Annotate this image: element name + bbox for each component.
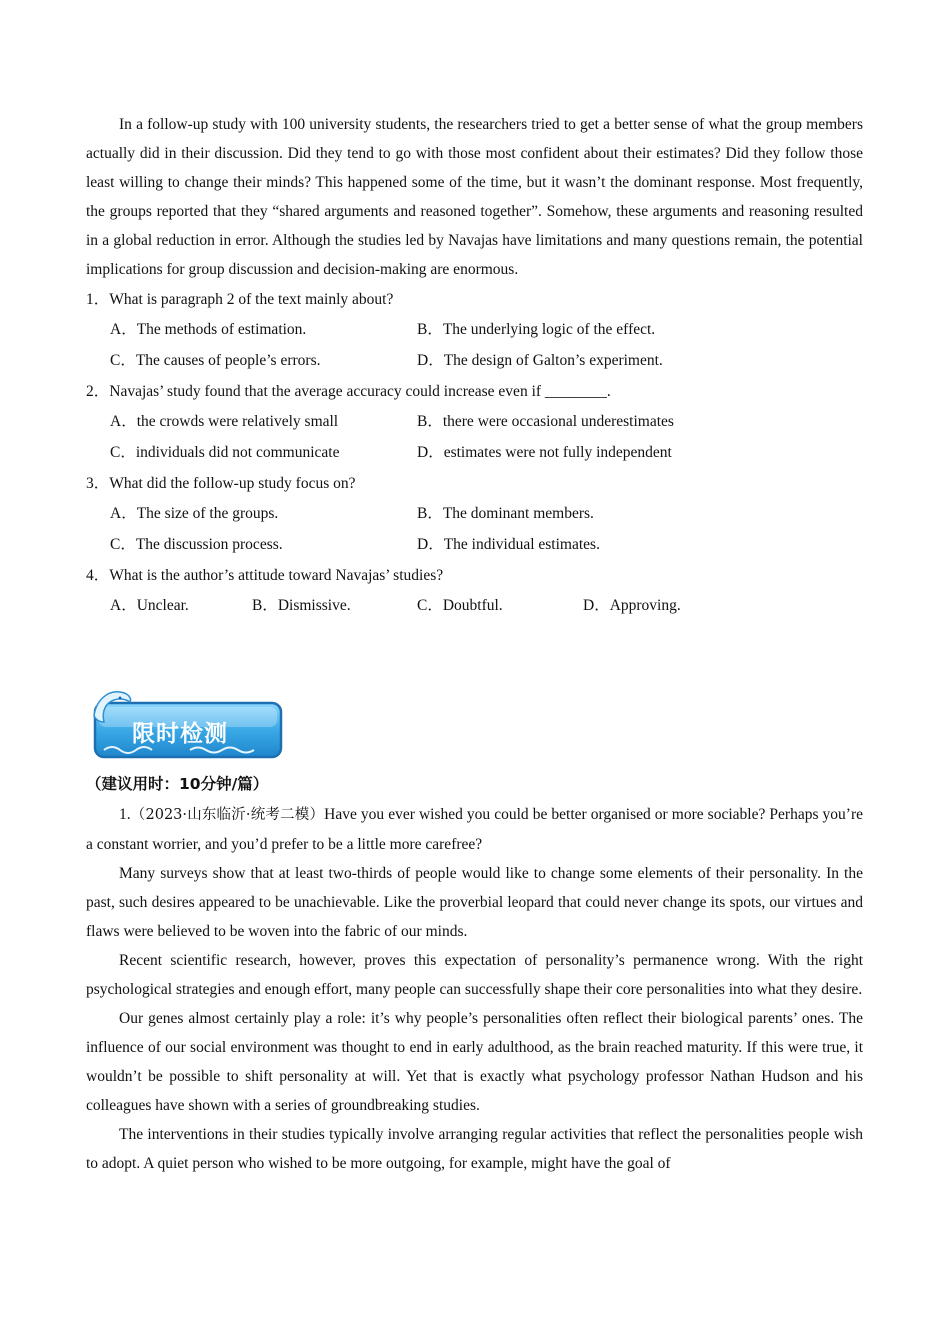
passage-paragraph: Many surveys show that at least two-thirds of people would like to change some elements of their personality. In the past, such desires appeared to be unachievable. Like the proverbial leopard that could never change its spots, our virtues and flaws were believed to be woven into the fabric of our minds.	[86, 865, 863, 940]
option-d: D．The individual estimates.	[417, 536, 600, 553]
option-c: C．The discussion process.	[110, 536, 283, 553]
passage-intro	[86, 800, 863, 859]
passage-paragraph: In a follow-up study with 100 university students, the researchers tried to get a better sense of what the group members actually did in their discussion. Did they tend to go with those most confident about their estimates? Did they follow those least willing to change their minds? This happened some of the time, but it wasn’t the dominant response. Most frequently, the groups reported that they “shared arguments and reasoned together”. Somehow, these arguments and reasoning resulted in a global reduction in error. Although the studies led by Navajas have limitations and many questions remain, the potential implications for group discussion and decision-making are enormous.	[86, 116, 863, 278]
page-top	[86, 110, 863, 621]
paragraph-text: Have you ever wished you could be better organised or more sociable? Perhaps you’re a constant worrier, and you’d prefer to be a little more carefree?	[86, 806, 863, 853]
option-b: B．there were occasional underestimates	[417, 413, 674, 430]
option-b: B．The underlying logic of the effect.	[417, 321, 656, 338]
question-stem: 4．What is the author’s attitude toward Navajas’ studies?	[86, 567, 444, 584]
option-c: C．Doubtful.	[417, 597, 503, 614]
option-a: A．The methods of estimation.	[110, 321, 307, 338]
source-label: （2023·山东临沂·统考二模）	[130, 807, 325, 823]
question-1	[86, 285, 863, 376]
question-stem: 2．Navajas’ study found that the average accuracy could increase even if ________.	[86, 383, 611, 400]
question-number: 1.	[119, 806, 131, 823]
banner-title: 限时检测	[132, 721, 228, 747]
passage-paragraph: The interventions in their studies typically involve arranging regular activities that reflect the personalities people wish to adopt. A quiet person who wished to be more outgoing, for example, might have the goal of	[86, 1126, 863, 1172]
option-a: A．The size of the groups.	[110, 505, 279, 522]
option-a: A．the crowds were relatively small	[110, 413, 339, 430]
question-4	[86, 561, 863, 621]
passage-2	[86, 800, 863, 1178]
option-c: C．individuals did not communicate	[110, 444, 340, 461]
question-stem: 3．What did the follow-up study focus on?	[86, 475, 356, 492]
question-3	[86, 469, 863, 560]
time-note: （建议用时：10分钟/篇）	[86, 775, 269, 793]
option-a: A．Unclear.	[110, 597, 189, 614]
option-d: D．estimates were not fully independent	[417, 444, 672, 461]
question-stem: 1．What is paragraph 2 of the text mainly about?	[86, 291, 394, 308]
option-c: C．The causes of people’s errors.	[110, 352, 321, 369]
passage-paragraph: Our genes almost certainly play a role: it’s why people’s personalities often reflect their biological parents’ ones. The influence of our social environment was thought to end in early adulthood, as the brain reached maturity. If this were true, it wouldn’t be possible to shift personality at will. Yet that is exactly what psychology professor Nathan Hudson and his colleagues have shown with a series of groundbreaking studies.	[86, 1010, 863, 1114]
section-banner	[90, 688, 286, 762]
option-b: B．The dominant members.	[417, 505, 594, 522]
option-d: D．The design of Galton’s experiment.	[417, 352, 663, 369]
option-d: D．Approving.	[583, 597, 681, 614]
option-b: B．Dismissive.	[252, 597, 351, 614]
question-2	[86, 377, 863, 468]
passage-paragraph: Recent scientific research, however, proves this expectation of personality’s permanence wrong. With the right psychological strategies and enough effort, many people can successfully shape their core personalities into what they desire.	[86, 952, 863, 998]
